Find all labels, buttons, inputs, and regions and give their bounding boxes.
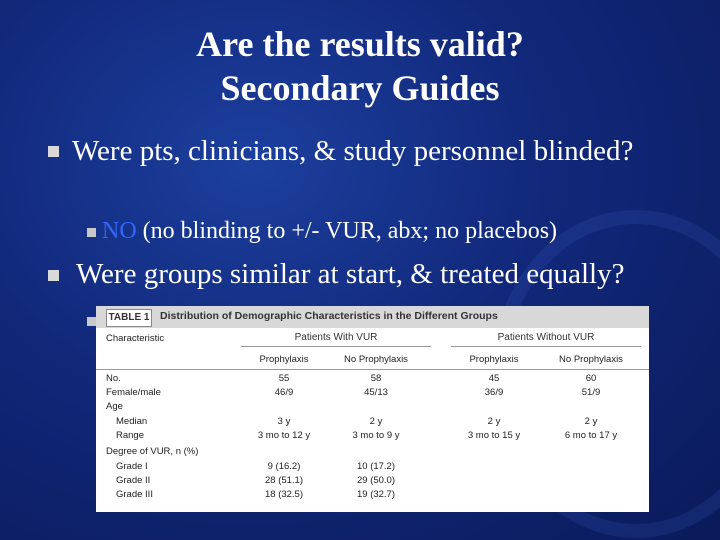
row-label: Female/male: [106, 387, 161, 398]
table-row: [96, 489, 649, 501]
cell: 2 y: [584, 416, 598, 427]
column-header: Prophylaxis: [259, 354, 309, 365]
table-label: TABLE 1: [106, 309, 152, 327]
cell: 60: [585, 373, 597, 384]
cell: 46/9: [274, 387, 294, 398]
row-label: Median: [116, 416, 148, 427]
table-row: [96, 446, 649, 458]
table-row: [96, 401, 649, 413]
row-label: Degree of VUR, n (%): [106, 446, 199, 457]
column-header: No Prophylaxis: [559, 354, 623, 365]
sub-bullet-square-icon: [87, 228, 96, 237]
header-rule: [96, 369, 649, 370]
table-row: [96, 387, 649, 399]
table-row: [96, 416, 649, 428]
cell: 58: [370, 373, 382, 384]
row-label: Age: [106, 401, 123, 412]
column-header-characteristic: Characteristic: [106, 333, 165, 344]
cell: 3 y: [277, 416, 291, 427]
cell: 45/13: [364, 387, 388, 398]
cell: 3 mo to 9 y: [352, 430, 400, 441]
column-header-row: [96, 354, 649, 366]
row-label: No.: [106, 373, 121, 384]
table-caption: Distribution of Demographic Characteristics in the Different Groups: [160, 310, 498, 322]
table-header-bar: [96, 306, 649, 328]
cell: 2 y: [487, 416, 501, 427]
sub-bullet-blinding-answer: [102, 216, 557, 246]
cell: 3 mo to 15 y: [467, 430, 521, 441]
row-label: Grade II: [116, 475, 151, 486]
answer-no: NO: [102, 218, 137, 244]
slide-title: [0, 22, 720, 110]
bullet-square-icon: [48, 270, 59, 281]
title-line-2: Secondary Guides: [220, 68, 500, 108]
cell: 3 mo to 12 y: [257, 430, 311, 441]
row-label: Grade I: [116, 461, 148, 472]
cell: 29 (50.0): [356, 475, 396, 486]
demographics-table: [96, 306, 649, 512]
cell: 36/9: [484, 387, 504, 398]
row-label: Range: [116, 430, 144, 441]
bullet-blinded: Were pts, clinicians, & study personnel blinded?: [72, 135, 634, 167]
table-row: [96, 373, 649, 385]
cell: 18 (32.5): [264, 489, 304, 500]
column-header: Prophylaxis: [469, 354, 519, 365]
cell: 6 mo to 17 y: [564, 430, 618, 441]
sub-bullet-square-icon: [87, 317, 96, 326]
cell: 45: [488, 373, 500, 384]
title-line-1: Are the results valid?: [196, 24, 524, 64]
table-row: [96, 430, 649, 442]
cell: 55: [278, 373, 290, 384]
column-header: No Prophylaxis: [344, 354, 408, 365]
table-row: [96, 461, 649, 473]
cell: 2 y: [369, 416, 383, 427]
cell: 28 (51.1): [264, 475, 304, 486]
table-row: [96, 475, 649, 487]
cell: 51/9: [581, 387, 601, 398]
group-rule: [451, 346, 641, 347]
cell: 9 (16.2): [267, 461, 301, 472]
bullet-square-icon: [48, 146, 59, 157]
group-without-vur: Patients Without VUR: [497, 332, 595, 343]
answer-detail: (no blinding to +/- VUR, abx; no placebos): [136, 218, 558, 244]
bullet-groups-similar: Were groups similar at start, & treated equally?: [76, 258, 625, 290]
cell: 10 (17.2): [356, 461, 396, 472]
group-with-vur: Patients With VUR: [294, 332, 378, 343]
row-label: Grade III: [116, 489, 153, 500]
group-rule: [241, 346, 431, 347]
cell: 19 (32.7): [356, 489, 396, 500]
